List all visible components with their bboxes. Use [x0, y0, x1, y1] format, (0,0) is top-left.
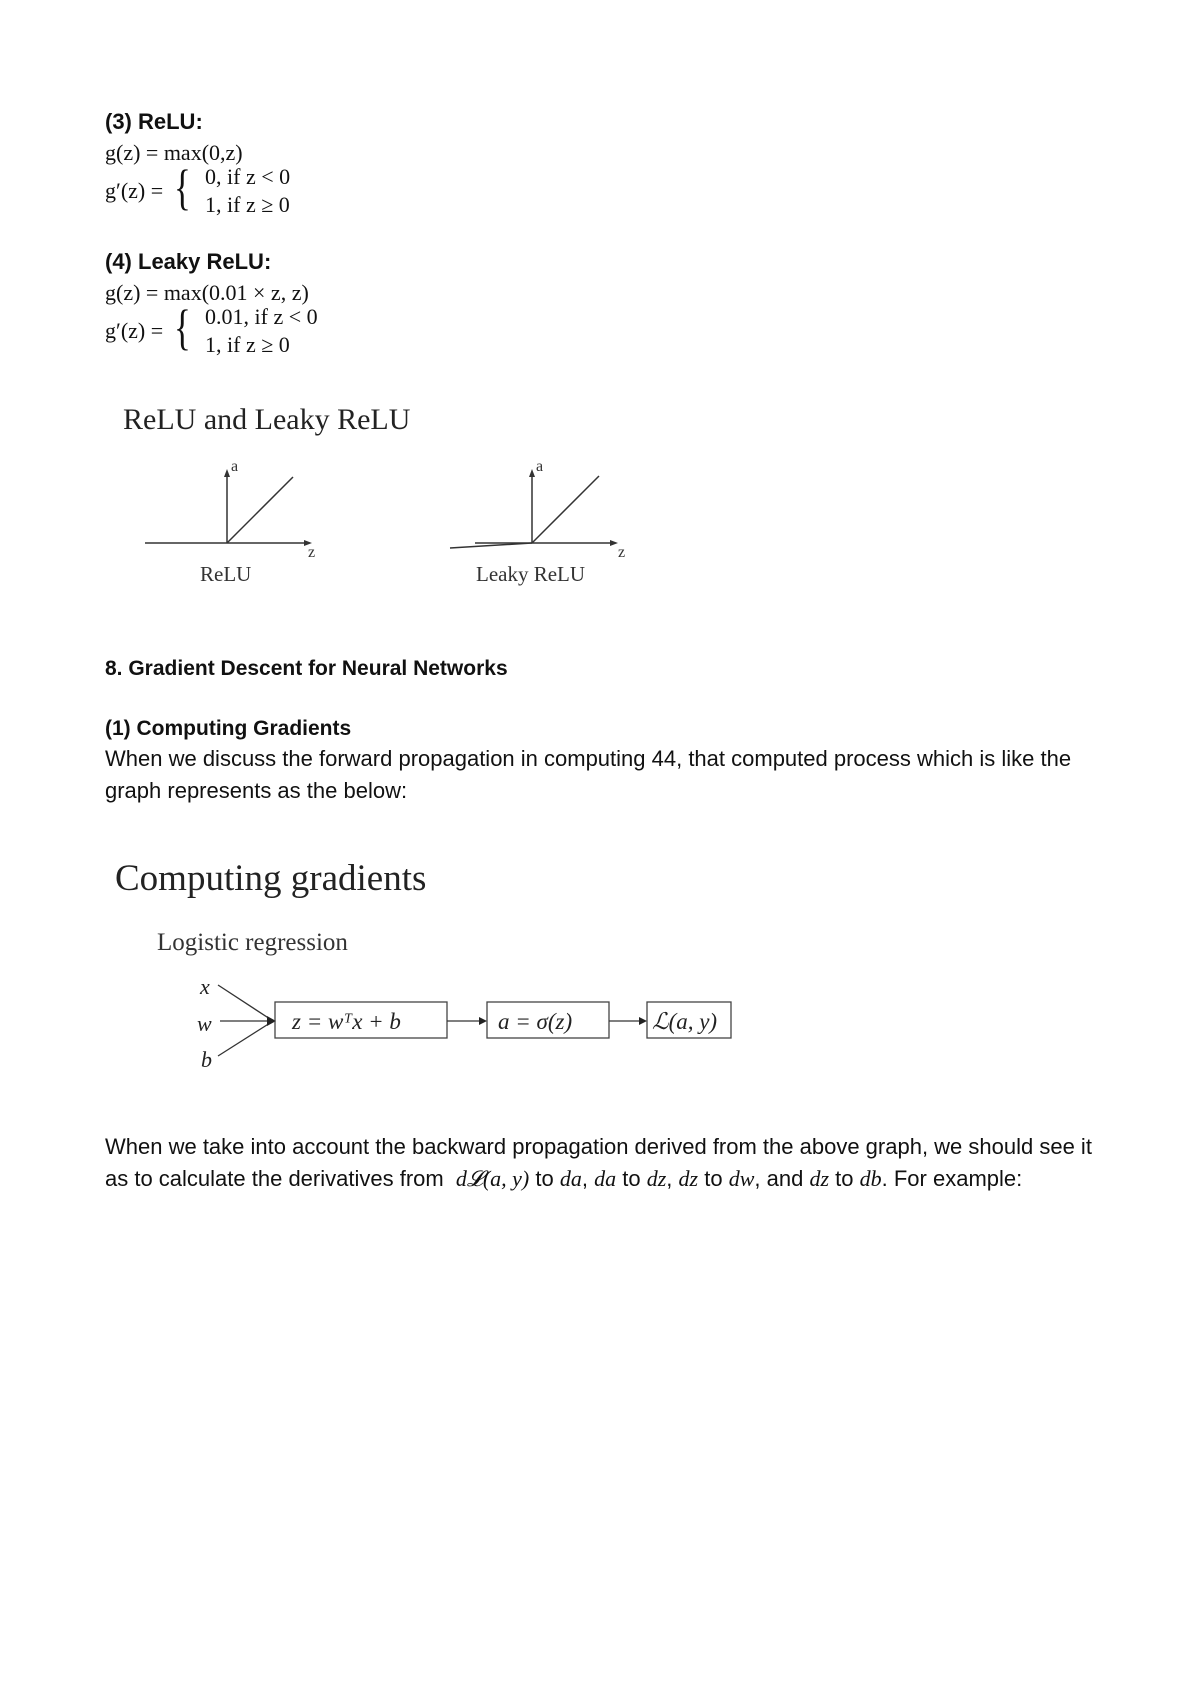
text-and: , and: [754, 1166, 804, 1191]
relu-brace: {: [174, 159, 191, 215]
relu-gprime-lhs: g′(z) =: [105, 178, 164, 203]
text-comma-2: ,: [666, 1166, 673, 1191]
leaky-a-arrow: [529, 469, 535, 477]
box-a-label: a = σ(z): [498, 1009, 573, 1034]
leaky-case-negative: 0.01, if z < 0: [205, 304, 318, 329]
section-8-heading: 8. Gradient Descent for Neural Networks: [105, 657, 508, 680]
relu-case-negative: 0, if z < 0: [205, 164, 291, 189]
leaky-brace: {: [174, 299, 191, 355]
relu-a-arrow: [224, 469, 230, 477]
box-loss-label: ℒ(a, y): [652, 1009, 718, 1034]
math-dz-2: dz: [678, 1166, 699, 1191]
relu-positive-line: [227, 477, 293, 543]
relu-leaky-relu-figure: [100, 395, 720, 610]
leaky-g-definition: g(z) = max(0.01 × z, z): [105, 280, 309, 305]
leaky-positive-line: [532, 476, 599, 543]
math-dz-3: dz: [809, 1166, 830, 1191]
leaky-caption: Leaky ReLU: [476, 562, 586, 586]
forward-propagation-paragraph: When we discuss the forward propagation in computing 44, that computed process which is like the graph represents as the below:: [105, 746, 1072, 803]
edge-x-to-z: [218, 985, 270, 1019]
relu-axis-a-label: a: [231, 458, 239, 475]
math-dz: dz: [646, 1166, 667, 1191]
computing-gradients-subheading: (1) Computing Gradients: [105, 717, 352, 740]
figure1-title: ReLU and Leaky ReLU: [123, 403, 411, 436]
relu-g-definition: g(z) = max(0,z): [105, 140, 243, 165]
backprop-text-end: . For example:: [881, 1166, 1023, 1191]
input-w-label: w: [197, 1011, 212, 1036]
math-da-2: da: [594, 1166, 617, 1191]
text-to-4: to: [835, 1166, 854, 1191]
computing-gradients-figure: [100, 840, 800, 1090]
math-db: db: [859, 1166, 882, 1191]
text-to-1: to: [535, 1166, 554, 1191]
relu-case-positive: 1, if z ≥ 0: [205, 192, 290, 217]
math-dL: d𝓛(a, y): [455, 1166, 530, 1191]
text-to-2: to: [622, 1166, 641, 1191]
leaky-relu-plot: [450, 458, 625, 586]
math-dw: dw: [728, 1166, 755, 1191]
backward-propagation-paragraph: [105, 1131, 1095, 1195]
box-z-label: z = wᵀx + b: [292, 1009, 401, 1034]
input-b-label: b: [201, 1047, 212, 1072]
edge-b-to-z: [218, 1023, 270, 1056]
edge-a-to-loss-arrow: [639, 1017, 647, 1025]
relu-axis-z-label: z: [308, 544, 316, 561]
input-x-label: x: [200, 974, 210, 999]
figure2-title: Computing gradients: [115, 858, 427, 899]
text-to-3: to: [704, 1166, 723, 1191]
math-da: da: [559, 1166, 582, 1191]
leaky-case-positive: 1, if z ≥ 0: [205, 332, 290, 357]
figure2-subtitle: Logistic regression: [157, 929, 348, 956]
leaky-relu-heading: (4) Leaky ReLU:: [105, 249, 272, 274]
relu-caption: ReLU: [200, 562, 252, 586]
leaky-gprime-lhs: g′(z) =: [105, 318, 164, 343]
leaky-axis-z-label: z: [618, 544, 626, 561]
text-comma-1: ,: [581, 1166, 588, 1191]
edge-z-to-a-arrow: [479, 1017, 487, 1025]
backprop-text-intro: When we take into account the backward propagation derived from the above graph, we should see it as to calculate the derivatives from: [105, 1134, 1092, 1191]
relu-plot: [145, 458, 315, 586]
leaky-axis-a-label: a: [536, 458, 544, 475]
relu-heading: (3) ReLU:: [105, 109, 203, 134]
leaky-z-arrow: [610, 540, 618, 546]
